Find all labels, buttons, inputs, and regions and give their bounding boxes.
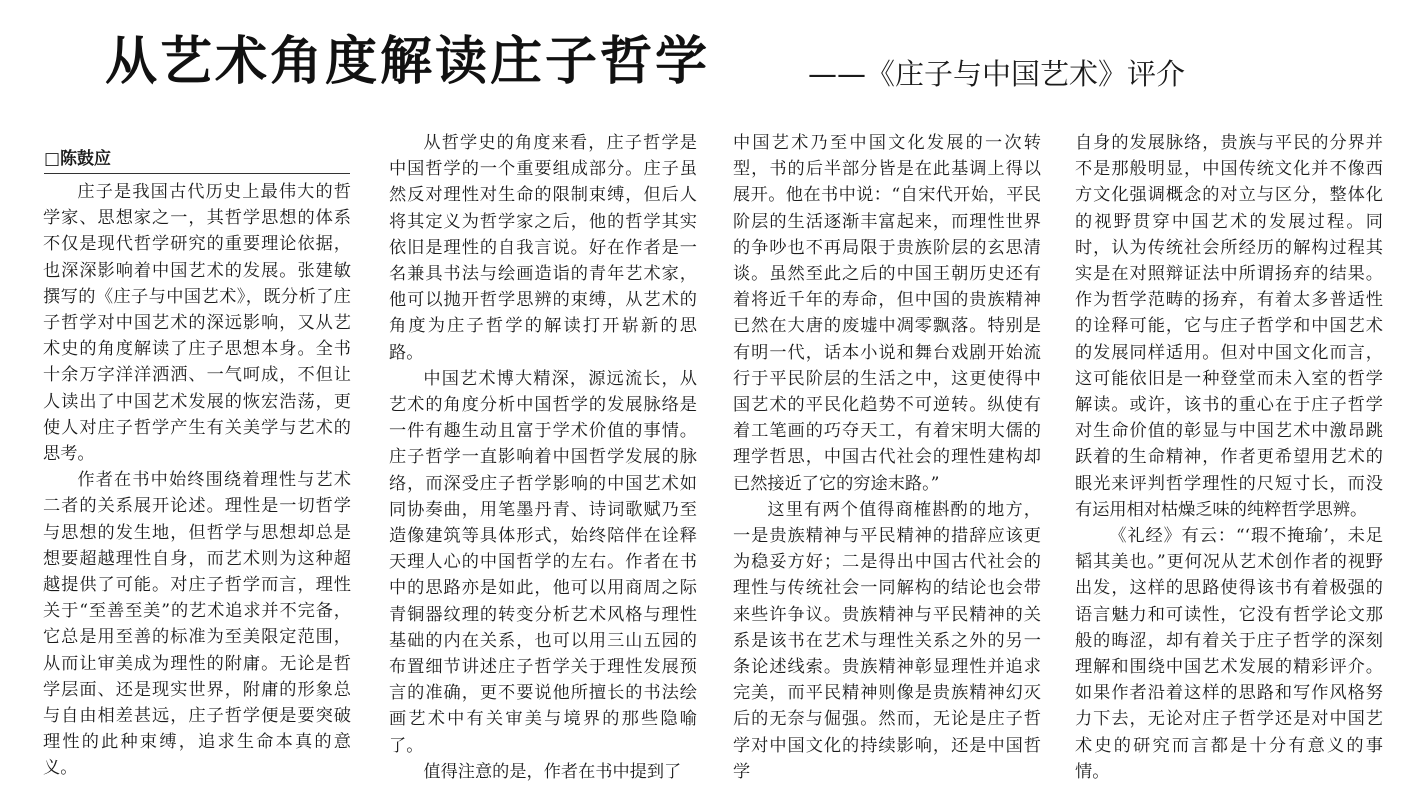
text-column-3	[733, 130, 1041, 785]
paragraph: 《礼经》有云：“‘瑕不掩瑜’，未足韬其美也。”更何况从艺术创作者的视野出发，这样的思路使得该书有着极强的语言魅力和可读性，它没有哲学论文那般的晦涩，却有着关于庄子哲学的深刻理解和围绕中国艺术发展的精彩评介。如果作者沿着这样的思路和写作风格努力下去，无论对庄子哲学还是对中国艺术史的研究而言都是十分有意义的事情。	[1075, 526, 1383, 782]
paragraph: 中国艺术博大精深，源远流长，从艺术的角度分析中国哲学的发展脉络是一件有趣生动且富于学术价值的事情。庄子哲学一直影响着中国哲学发展的脉络，而深受庄子哲学影响的中国艺术如同协奏曲，用笔墨丹青、诗词歌赋乃至造像建筑等具体形式，始终陪伴在诠释天理人心的中国哲学的左右。作者在书中的思路亦是如此，他可以用商周之际青铜器纹理的转变分析艺术风格与理性基础的内在关系，也可以用三山五园的布置细节讲述庄子哲学关于理性发展预言的准确，更不要说他所擅长的书法绘画艺术中有关审美与境界的那些隐喻了。	[389, 368, 697, 756]
text-column-2	[389, 130, 697, 785]
text-column-1	[43, 179, 351, 782]
text-column-4	[1075, 130, 1383, 785]
author-byline: □陈鼓应	[44, 148, 350, 174]
article-subtitle: ——《庄子与中国艺术》评介	[808, 57, 1186, 91]
article-headline: 从艺术角度解读庄子哲学	[105, 32, 711, 92]
paragraph: 值得注意的是，作者在书中提到了	[423, 761, 682, 782]
paragraph: 庄子是我国古代历史上最伟大的哲学家、思想家之一，其哲学思想的体系不仅是现代哲学研究的重要理论依据，也深深影响着中国艺术的发展。张建敏撰写的《庄子与中国艺术》，既分析了庄子哲学对中国艺术的深远影响，又从艺术史的角度解读了庄子思想本身。全书十余万字洋洋洒洒、一气呵成，不但让人读出了中国艺术发展的恢宏浩荡，更使人对庄子哲学产生有关美学与艺术的思考。	[43, 182, 351, 465]
paragraph-continued: 中国艺术乃至中国文化发展的一次转型，书的后半部分皆是在此基调上得以展开。他在书中说：“自宋代开始，平民阶层的生活逐渐丰富起来，而理性世界的争吵也不再局限于贵族阶层的玄思清谈。虽然至此之后的中国王朝历史还有着将近千年的寿命，但中国的贵族精神已然在大唐的废墟中凋零飘落。特别是有明一代，话本小说和舞台戏剧开始流行于平民阶层的生活之中，这更使得中国艺术的平民化趋势不可逆转。纵使有着工笔画的巧夺天工，有着宋明大儒的理学哲思，中国古代社会的理性建构却已然接近了它的穷途末路。”	[733, 133, 1041, 494]
paragraph: 从哲学史的角度来看，庄子哲学是中国哲学的一个重要组成部分。庄子虽然反对理性对生命的限制束缚，但后人将其定义为哲学家之后，他的哲学其实依旧是理性的自我言说。好在作者是一名兼具书法与绘画造诣的青年艺术家，他可以抛开哲学思辨的束缚，从艺术的角度为庄子哲学的解读打开崭新的思路。	[389, 133, 697, 363]
paragraph: 这里有两个值得商榷斟酌的地方，一是贵族精神与平民精神的措辞应该更为稳妥方好；二是得出中国古代社会的理性与传统社会一同解构的结论也会带来些许争议。贵族精神与平民精神的关系是该书在艺术与理性关系之外的另一条论述线索。贵族精神彰显理性并追求完美，而平民精神则像是贵族精神幻灭后的无奈与倔强。然而，无论是庄子哲学对中国文化的持续影响，还是中国哲学	[733, 499, 1041, 782]
paragraph: 作者在书中始终围绕着理性与艺术二者的关系展开论述。理性是一切哲学与思想的发生地，但哲学与思想却总是想要超越理性自身，而艺术则为这种超越提供了可能。对庄子哲学而言，理性关于“至善至美”的艺术追求并不完备，它总是用至善的标准为至美限定范围，从而让审美成为理性的附庸。无论是哲学层面、还是现实世界，附庸的形象总与自由相差甚远，庄子哲学便是要突破理性的此种束缚，追求生命本真的意义。	[43, 470, 351, 779]
paragraph-continued: 自身的发展脉络，贵族与平民的分界并不是那般明显，中国传统文化并不像西方文化强调概念的对立与区分，整体化的视野贯穿中国艺术的发展过程。同时，认为传统社会所经历的解构过程其实是在对照辩证法中所谓扬弃的结果。作为哲学范畴的扬弃，有着太多普适性的诠释可能，它与庄子哲学和中国艺术的发展同样适用。但对中国文化而言，这可能依旧是一种登堂而未入室的哲学解读。或许，该书的重心在于庄子哲学对生命价值的彰显与中国艺术中激昂跳跃着的生命精神，作者更希望用艺术的眼光来评判哲学理性的尺短寸长，而没有运用相对枯燥乏味的纯粹哲学思辨。	[1075, 133, 1383, 520]
